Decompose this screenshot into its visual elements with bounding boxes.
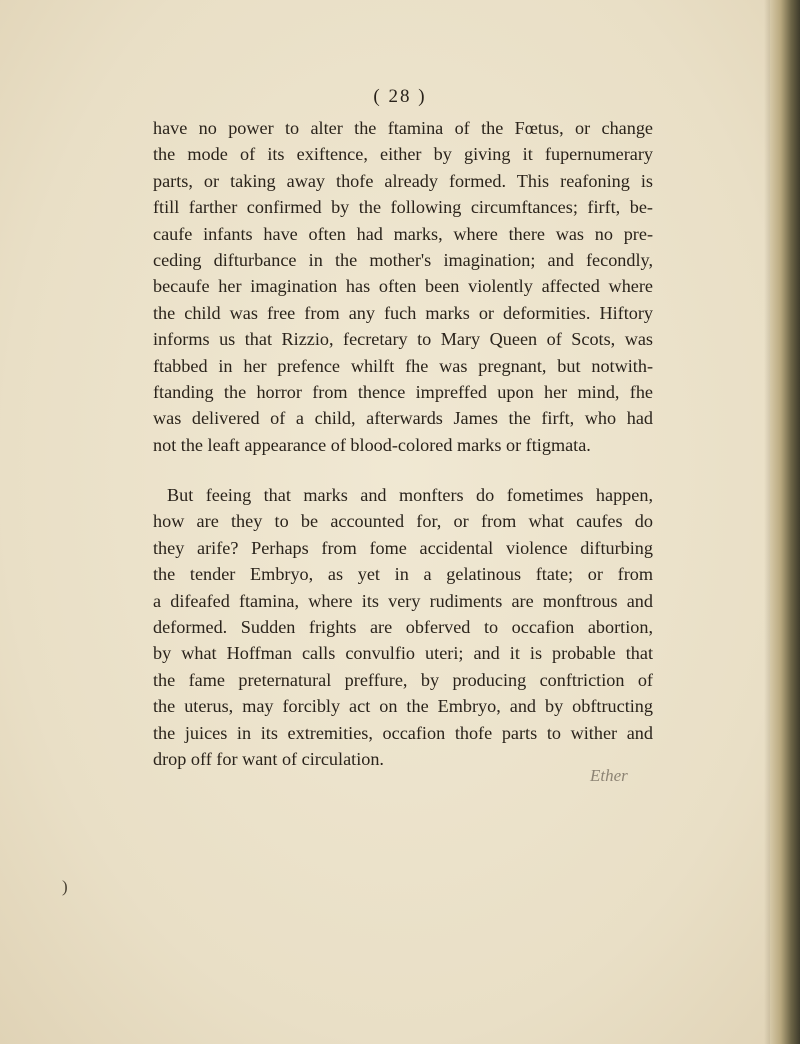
text-line: not the leaft appearance of blood-colored marks or ftigmata.	[153, 434, 591, 455]
text-line: drop off for want of circulation.	[153, 749, 384, 770]
page-number: ( 28 )	[373, 86, 427, 107]
catchword: Ether	[590, 766, 628, 785]
text-line: a difeafed ftamina, where its very rudiments are monftrous and	[153, 590, 653, 611]
text-line: the juices in its extremities, occafion thofe parts to wither and	[153, 722, 653, 743]
paragraph-2	[153, 482, 653, 772]
paragraph-1	[153, 115, 653, 458]
text-line: the tender Embryo, as yet in a gelatinous ftate; or from	[153, 564, 653, 585]
text-line: becaufe her imagination has often been violently affected where	[153, 276, 653, 297]
margin-mark: )	[62, 877, 68, 896]
text-line: the mode of its exiftence, either by giving it fupernumerary	[153, 144, 653, 165]
text-line: the child was free from any fuch marks or deformities. Hiftory	[153, 302, 653, 323]
text-line: caufe infants have often had marks, where there was no pre-	[153, 223, 653, 244]
text-line: But feeing that marks and monfters do fometimes happen,	[167, 485, 653, 505]
text-line: have no power to alter the ftamina of the Fœtus, or change	[153, 118, 653, 138]
text-line: deformed. Sudden frights are obferved to occafion abortion,	[153, 617, 653, 638]
text-line: ftill farther confirmed by the following circumftances; firft, be-	[153, 197, 653, 218]
text-line: the uterus, may forcibly act on the Embryo, and by obftructing	[153, 696, 653, 717]
text-line: the fame preternatural preffure, by producing conftriction of	[153, 669, 653, 690]
text-line: they arife? Perhaps from fome accidental violence difturbing	[153, 537, 653, 558]
text-line: ceding difturbance in the mother's imagination; and fecondly,	[153, 250, 653, 271]
text-line: ftanding the horror from thence impreffed upon her mind, fhe	[153, 382, 653, 403]
text-line: ftabbed in her prefence whilft fhe was pregnant, but notwith-	[153, 355, 653, 376]
text-line: informs us that Rizzio, fecretary to Mary Queen of Scots, was	[153, 329, 653, 350]
text-line: how are they to be accounted for, or from what caufes do	[153, 511, 653, 532]
page-edge	[770, 0, 800, 1044]
text-line: parts, or taking away thofe already formed. This reafoning is	[153, 170, 653, 191]
text-line: by what Hoffman calls convulfio uteri; and it is probable that	[153, 643, 653, 664]
text-line: was delivered of a child, afterwards James the firft, who had	[153, 408, 653, 429]
